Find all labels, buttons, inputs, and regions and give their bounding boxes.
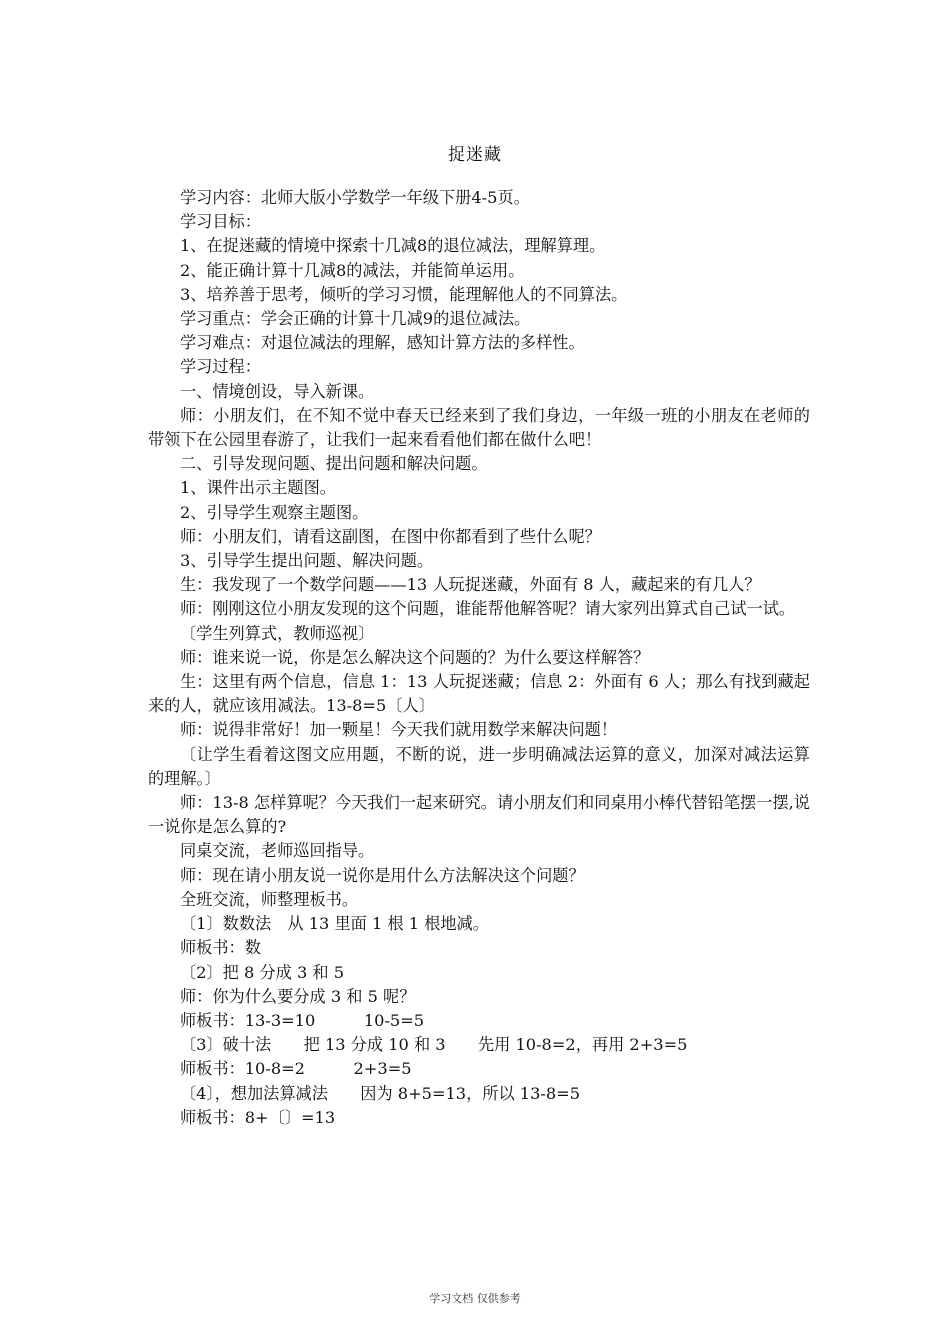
paragraph-28: 师板书：数 bbox=[180, 938, 261, 958]
paragraph-7: 学习难点：对退位减法的理解，感知计算方法的多样性。 bbox=[180, 333, 585, 353]
paragraph-8: 学习过程： bbox=[180, 357, 261, 377]
paragraph-23: 师：13-8 怎样算呢？今天我们一起来研究。请小朋友们和同桌用小棒代替铅笔摆一摆,说一说你是怎么算的? bbox=[148, 793, 810, 837]
paragraph-13: 2、引导学生观察主题图。 bbox=[180, 502, 369, 522]
paragraph-25: 师：现在请小朋友说一说你是用什么方法解决这个问题？ bbox=[180, 865, 585, 885]
paragraph-4: 2、能正确计算十几减8的减法，并能简单运用。 bbox=[180, 260, 525, 280]
paragraph-21: 师：说得非常好！加一颗星！今天我们就用数学来解决问题！ bbox=[180, 720, 618, 740]
paragraph-12: 1、课件出示主题图。 bbox=[180, 478, 336, 498]
document-body bbox=[148, 186, 810, 1130]
paragraph-34: 〔4〕，想加法算减法 因为 8+5=13，所以 13-8=5 bbox=[180, 1083, 581, 1103]
paragraph-2: 学习目标： bbox=[180, 212, 261, 232]
paragraph-18: 〔学生列算式，教师巡视〕 bbox=[180, 623, 375, 643]
paragraph-24: 同桌交流，老师巡回指导。 bbox=[180, 841, 375, 861]
paragraph-16: 生：我发现了一个数学问题——13 人玩捉迷藏，外面有 8 人，藏起来的有几人？ bbox=[180, 575, 761, 595]
paragraph-31: 师板书：13-3=10 10-5=5 bbox=[180, 1010, 425, 1030]
paragraph-35: 师板书：8+〔〕=13 bbox=[180, 1107, 336, 1127]
paragraph-6: 学习重点：学会正确的计算十几减9的退位减法。 bbox=[180, 309, 531, 329]
paragraph-29: 〔2〕把 8 分成 3 和 5 bbox=[180, 962, 345, 982]
paragraph-30: 师：你为什么要分成 3 和 5 呢？ bbox=[180, 986, 416, 1006]
paragraph-15: 3、引导学生提出问题、解决问题。 bbox=[180, 551, 434, 571]
paragraph-22: 〔让学生看着这图文应用题，不断的说，进一步明确减法运算的意义，加深对减法运算的理解。〕 bbox=[148, 744, 810, 788]
paragraph-11: 二、引导发现问题、提出问题和解决问题。 bbox=[180, 454, 488, 474]
paragraph-1: 学习内容：北师大版小学数学一年级下册4-5页。 bbox=[180, 188, 530, 207]
paragraph-9: 一、情境创设，导入新课。 bbox=[180, 381, 375, 401]
paragraph-27: 〔1〕数数法 从 13 里面 1 根 1 根地减。 bbox=[180, 914, 489, 934]
paragraph-33: 师板书：10-8=2 2+3=5 bbox=[180, 1059, 412, 1079]
page-footer: 学习文档 仅供参考 bbox=[429, 1292, 521, 1305]
paragraph-20: 生：这里有两个信息，信息 1：13 人玩捉迷藏；信息 2：外面有 6 人；那么有找到藏起来的人，就应该用减法。13-8=5〔人〕 bbox=[148, 672, 810, 716]
paragraph-3: 1、在捉迷藏的情境中探索十几减8的退位减法，理解算理。 bbox=[180, 236, 606, 256]
paragraph-19: 师：谁来说一说，你是怎么解决这个问题的？为什么要这样解答？ bbox=[180, 647, 650, 667]
paragraph-32: 〔3〕破十法 把 13 分成 10 和 3 先用 10-8=2，再用 2+3=5 bbox=[180, 1035, 688, 1055]
paragraph-10: 师：小朋友们，在不知不觉中春天已经来到了我们身边，一年级一班的小朋友在老师的带领下在公园里春游了，让我们一起来看看他们都在做什么吧！ bbox=[148, 405, 810, 450]
paragraph-17: 师：刚刚这位小朋友发现的这个问题，谁能帮他解答呢？请大家列出算式自己试一试。 bbox=[180, 599, 796, 619]
paragraph-14: 师：小朋友们，请看这副图，在图中你都看到了些什么呢？ bbox=[180, 526, 601, 546]
page-title: 捉迷藏 bbox=[448, 145, 502, 165]
paragraph-5: 3、培养善于思考，倾听的学习习惯，能理解他人的不同算法。 bbox=[180, 284, 628, 304]
paragraph-26: 全班交流，师整理板书。 bbox=[180, 889, 359, 909]
